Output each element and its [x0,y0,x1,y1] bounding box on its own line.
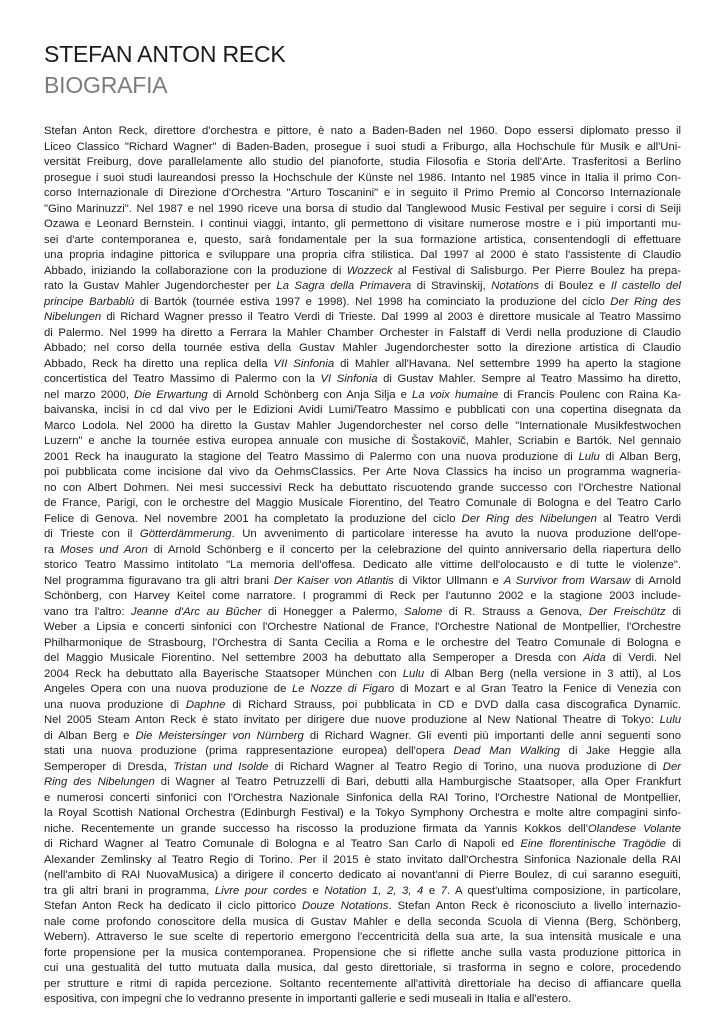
biography-line: niche. Recentemente un grande successo ha riscosso la produzione firmata da Yannis Kokkos dell'Olandese Volante [44,822,681,835]
biography-line: storico Teatro Massimo intitolato "La memoria dell'offesa. Dedicato alle vittime dell'olocausto e di tutte le violenze". [44,559,681,571]
biography-line: poi pubblicata come incisione dal vivo da OehmsClassics. Per Arte Nova Classics ha inciso un programma wagneria- [44,466,681,478]
biography-line: no con Albert Dohmen. Nei mesi successivi Reck ha debuttato riscuotendo grande successo con l'Orchestre National [44,481,681,494]
biography-line: una nuova produzione di Daphne di Richard Strauss, poi pubblicata in CD e DVD dalla casa discografica Dynamic. [44,698,681,711]
biography-line: sei d'arte contemporanea e, questo, sarà fondamentale per la sua formazione artistica, consentendogli di effettuare [44,233,681,246]
biography-line: di Richard Wagner al Teatro Comunale di Bologna e al Teatro San Carlo di Napoli ed Eine florentinische Tragödie di [44,838,681,850]
biography-line: principe Barbablù di Bartók (tournée estiva 1997 e 1998). Nel 1998 ha cominciato la produzione del ciclo Der Ring des [44,295,681,308]
page-subtitle: BIOGRAFIA [44,72,168,98]
page-title: STEFAN ANTON RECK [44,41,286,67]
biography-line: Abbado; nel corso della tournée estiva della Gustav Mahler Jugendorchester sotto la direzione artistica di Claudio [44,342,681,354]
biography-line: Nibelungen di Richard Wagner presso il Teatro Verdi di Trieste. Dal 1999 al 2003 è direttore musicale al Teatro Massimo [44,311,681,323]
biography-line: Angeles Opera con una nuova produzione de Le Nozze di Figaro di Mozart e al Gran Teatro la Fenice di Venezia con [44,683,681,695]
biography-line: Abbado, Reck ha diretto una replica della VII Sinfonia di Mahler all'Havana. Nel settembre 1999 ha aperto la stagione [44,357,681,370]
biography-line: ra Moses und Aron di Arnold Schönberg e il concerto per la celebrazione del quinto anniversario della riapertura dello [44,543,682,556]
biography-line: rato la Gustav Mahler Jugendorchester per La Sagra della Primavera di Stravinskij, Notations di Boulez e Il castello del [44,280,681,292]
biography-line: di Trieste con il Götterdämmerung. Un avvenimento di particolare interesse ha avuto la nuova produzione dell'ope- [44,528,682,540]
biography-line: nel marzo 2000, Die Erwartung di Arnold Schönberg con Anja Silja e La voix humaine di Francis Poulenc con Raina Ka- [44,388,682,401]
biography-line: e numerosi concerti sinfonici con l'Orchestra Nazionale Sinfonica della RAI Torino, l'Orchestre National de Montpellier, [44,791,681,804]
biography-line: Webern). Attraverso le sue scelte di repertorio emergono l'eccentricità della sua arte, la sua intensità musicale e una [44,931,681,943]
biography-line: di Palermo. Nel 1999 ha diretto a Ferrara la Mahler Chamber Orchester in Falstaff di Verdi nella produzione di Claudio [44,326,681,339]
biography-line: del Maggio Musicale Fiorentino. Nel settembre 2003 ha debuttato alla Semperoper a Dresda con Aida di Verdi. Nel [44,652,681,664]
biography-line: Abbado, iniziando la collaborazione con la produzione di Wozzeck al Festival di Salisburgo. Per Pierre Boulez ha prepa- [44,264,682,277]
biography-line: Semperoper di Dresda, Tristan und Isolde di Richard Wagner al Teatro Regio di Torino, una nuova produzione di Der [44,760,681,773]
biography-line: Nel 2005 Steam Anton Reck è stato invitato per dirigere due nuove produzione al New National Theatre di Tokyo: Lulu [44,714,681,726]
biography-line: espositiva, con impegni che lo vedranno presente in importanti gallerie e sedi museali in Italia e all'estero. [44,993,572,1005]
biography-line: nale come profondo conoscitore della musica di Gustav Mahler e della seconda Scuola di Vienna (Berg, Schönberg, [44,915,681,928]
biography-line: per strutture e ritmi di rapida percezione. Soltanto recentemente all'attività direttoriale ha deciso di affiancare quella [44,977,681,990]
biography-line: una propria indagine pittorica e sviluppare una propria cifra stilistica. Dal 1997 al 2000 è stato l'assistente di Claudio [44,249,681,261]
biography-line: Stefan Anton Reck ha dedicato il ciclo pittorico Douze Notations. Stefan Anton Reck è riconosciuto a livello internazio- [44,900,682,912]
biography-line: 2004 Reck ha debuttato alla Bayerische Staatsoper München con Lulu di Alban Berg (nella versione in 3 atti), al Los [44,667,681,680]
biography-line: Liceo Classico "Richard Wagner" di Baden-Baden, prosegue i suoi studi a Friburgo, alla Hochschule für Musik e all'Uni- [44,140,681,153]
biography-line: de France, Parigi, con le orchestre del Maggio Musicale Fiorentino, del Teatro Comunale di Bologna e del Teatro Carlo [44,497,681,509]
biography-line: corso Internazionale di Direzione d'Orchestra "Arturo Toscanini" e in seguito il Primo Premio al Concorso Internazionale [44,187,681,199]
biography-line: cui una gestualità del tutto mutuata dalla musica, dal gesto direttoriale, si trasforma in segno e colore, procedendo [44,962,681,974]
biography-line: vano tra l'altro: Jeanne d'Arc au Bûcher di Honegger a Palermo, Salome di R. Strauss a Genova, Der Freischütz di [44,605,681,618]
biography-line: Marco Lodola. Nel 2000 ha diretto la Gustav Mahler Jugendorchester nel corso delle "Internationale Musikfestwochen [44,419,681,432]
biography-line: prosegue i suoi studi laureandosi presso la Hochschule der Künste nel 1986. Intanto nel 1985 vince in Italia il primo Con- [44,171,681,184]
biography-line: baivanska, incisi in cd dal vivo per le Edizioni Avidi Lumi/Teatro Massimo e pubblicati con una copertina disegnata da [44,404,681,416]
biography-line: tra gli altri brani in programma, Livre pour cordes e Notation 1, 2, 3, 4 e 7. A quest'ultima composizione, in particolare, [44,884,682,897]
biography-line: Weber a Lipsia e concerti sinfonici con l'Orchestre National de France, l'Orchestre National de Montpellier, l'Orchestre [44,621,681,633]
biography-line: Schönberg, con Harvey Keitel come narratore. I programmi di Reck per l'autunno 2002 e la stagione 2003 include- [44,590,681,602]
biography-line: concertistica del Teatro Massimo di Palermo con la VI Sinfonia di Gustav Mahler. Sempre al Teatro Massimo ha diretto, [44,373,681,385]
biography-line: "Gino Marinuzzi". Nel 1987 e nel 1990 riceve una borsa di studio dal Tanglewood Music Festival per seguire i corsi di Seiji [44,202,681,215]
biography-line: Nel programma figuravano tra gli altri brani Der Kaiser von Atlantis di Viktor Ullmann e A Survivor from Warsaw di Arnold [44,574,681,587]
biography-line: la Royal Scottish National Orchestra (Edinburgh Festival) e la Tokyo Symphony Orchestra e molte altre compagini sinfo- [44,807,681,819]
biography-line: Ring des Nibelungen di Wagner al Teatro Petruzzelli di Bari, debutti alla Hamburgische Staatsoper, alla Oper Frankfurt [44,776,682,788]
biography-line: Philharmonique de Strasbourg, l'Orchestra di Santa Cecilia a Roma e le orchestre del Teatro Comunale di Bologna e [44,636,681,649]
biography-line: (nell'ambito di RAI NuovaMusica) a dirigere il concerto dedicato ai novant'anni di Pierre Boulez, di cui saranno eseguiti, [44,869,681,881]
biography-line: versität Freiburg, dove parallelamente allo studio del pianoforte, studia Filosofia e Storia dell'Arte. Trasferitosi a Berlino [44,156,681,168]
biography-line: Alexander Zemlinsky al Teatro Regio di Torino. Per il 2015 è stato invitato dall'Orchestra Sinfonica Nazionale della RAI [44,853,681,866]
biography-line: 2001 Reck ha inaugurato la stagione del Teatro Massimo di Palermo con una nuova produzione di Lulu di Alban Berg, [44,450,681,463]
biography-line: Stefan Anton Reck, direttore d'orchestra e pittore, è nato a Baden-Baden nel 1960. Dopo essersi diplomato presso il [44,125,681,137]
biography-line: Ozawa e Leonard Bernstein. I continui viaggi, intanto, gli permettono di visitare numerose mostre e i più importanti mu- [44,218,681,230]
biography-line: Luzern" e anche la tournée estiva europea annuale con musiche di Šostakovič, Mahler, Scriabin e Bartók. Nel gennaio [44,435,681,447]
biography-line: stati una nuova produzione (prima rappresentazione europea) dell'opera Dead Man Walking di Jake Heggie alla [44,745,681,757]
biography-line: di Alban Berg e Die Meistersinger von Nürnberg di Richard Wagner. Gli eventi più importanti delle anni seguenti sono [44,729,681,742]
biography-line: forte propensione per la musica contemporanea. Propensione che si riflette anche sulla vasta produzione pittorica in [44,946,681,959]
biography-text [44,124,681,1008]
biography-line: Felice di Genova. Nel novembre 2001 ha completato la produzione del ciclo Der Ring des Nibelungen al Teatro Verdi [44,512,681,525]
